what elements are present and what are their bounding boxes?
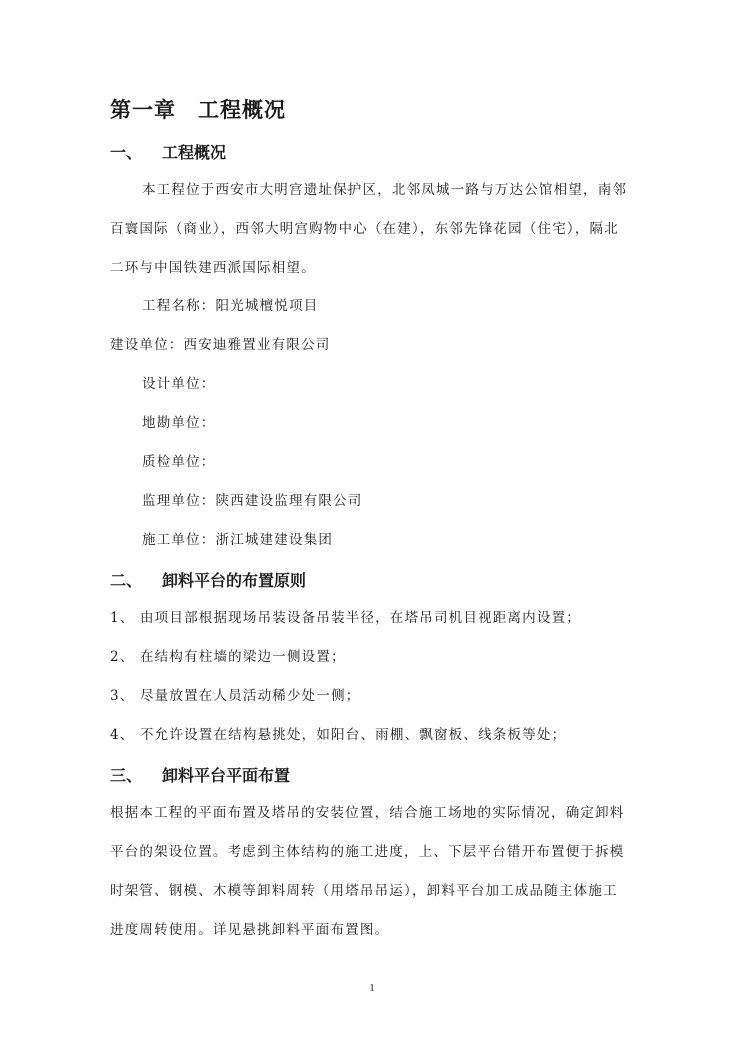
section-title: 卸料平台平面布置 [162, 766, 291, 785]
survey-unit: 地勘单位： [142, 415, 216, 431]
builder-unit: 建设单位：西安迪雅置业有限公司 [110, 337, 331, 353]
layout-paragraph-line: 时架管、钢模、木模等卸料周转（用塔吊吊运），卸料平台加工成品随主体施工 [110, 883, 618, 899]
overview-paragraph-line: 百寰国际（商业），西邻大明宫购物中心（在建），东邻先锋花园（住宅），隔北 [110, 221, 619, 237]
section-heading-overview [110, 140, 410, 162]
quality-unit: 质检单位： [142, 454, 216, 470]
section-heading-principles [110, 568, 410, 590]
design-unit: 设计单位： [142, 376, 216, 392]
layout-paragraph-line: 根据本工程的平面布置及塔吊的安装位置，结合施工场地的实际情况，确定卸料 [110, 805, 625, 821]
principle-item: 3、 尽量放置在人员活动稀少处一侧； [110, 688, 361, 704]
layout-paragraph-line: 平台的架设位置。考虑到主体结构的施工进度，上、下层平台错开布置便于拆模 [110, 844, 625, 860]
supervisor-unit: 监理单位：陕西建设监理有限公司 [142, 493, 363, 509]
overview-paragraph-line: 本工程位于西安市大明宫遗址保护区，北邻凤城一路与万达公馆相望，南邻 [142, 182, 628, 198]
layout-paragraph-line: 进度周转使用。详见悬挑卸料平面布置图。 [110, 922, 390, 938]
principle-item: 1、 由项目部根据现场吊装设备吊装半径，在塔吊司机目视距离内设置； [110, 610, 581, 626]
principle-item: 2、 在结构有柱墙的梁边一侧设置； [110, 649, 346, 665]
chapter-title: 第一章 工程概况 [110, 98, 286, 122]
section-title: 卸料平台的布置原则 [162, 571, 307, 590]
page-number: 1 [369, 982, 375, 994]
overview-paragraph-line: 二环与中国铁建西派国际相望。 [110, 260, 316, 276]
section-number: 二、 [110, 571, 143, 590]
section-number: 一、 [110, 143, 143, 162]
section-number: 三、 [110, 766, 143, 785]
principle-item: 4、 不允许设置在结构悬挑处，如阳台、雨棚、飘窗板、线条板等处； [110, 727, 567, 743]
contractor-unit: 施工单位：浙江城建建设集团 [142, 532, 334, 548]
project-name: 工程名称：阳光城檀悦项目 [142, 298, 319, 314]
section-title: 工程概况 [162, 143, 227, 162]
section-heading-layout [110, 763, 410, 785]
